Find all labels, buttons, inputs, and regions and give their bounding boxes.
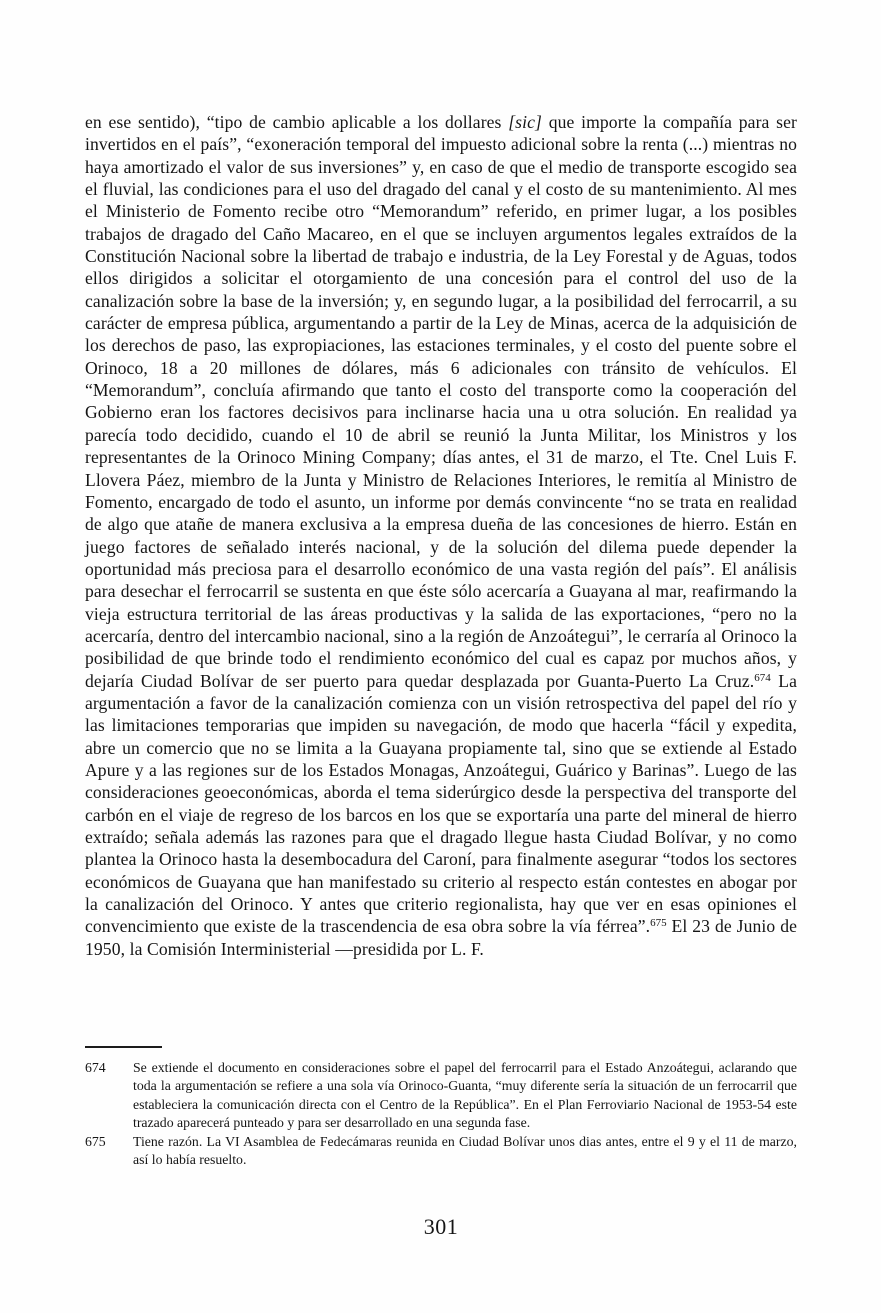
page-number: 301 xyxy=(423,1214,459,1239)
footnote-separator xyxy=(85,1046,162,1048)
footnote-number: 675 xyxy=(85,1133,106,1149)
footnote-number: 674 xyxy=(85,1060,106,1075)
footnotes-section xyxy=(85,1059,797,1170)
body-segment-3: La argumentación a favor de la canalización comienza con un visión retrospectiva del papel del río y las limitaciones temporarias que impiden su navegación, de modo que hacerla “fácil y expedita, abre un comercio que no se limita a la Guayana propiamente tal, sino que se extiende al Estado Apure y a las regiones sur de los Estados Monagas, Anzoátegui, Guárico y Barinas”. Luego de las consideraciones geoeconómicas, aborda el tema siderúrgico desde la perspectiva del transporte del carbón en el viaje de regreso de los barcos en los que se exportaría una parte del mineral de hierro extraído; señala además las razones para que el dragado llegue hasta Ciudad Bolívar, y no como plantea la Orinoco hasta la desembocadura del Caroní, para finalmente asegurar “todos los sectores económicos de Guayana que han manifestado su criterio al respecto están contestes en abogar por la canalización del Orinoco. Y antes que criterio regionalista, hay que ver en esas opiniones el convencimiento que existe de la trascendencia de esa obra sobre la vía férrea”. xyxy=(85,670,797,937)
footnote-ref-675: 675 xyxy=(650,917,667,930)
footnote-text: Tiene razón. La VI Asamblea de Fedecámaras reunida en Ciudad Bolívar unos dias antes, entre el 9 y el 11 de marzo, así lo había resuelto. xyxy=(133,1133,797,1168)
body-segment-4: El 23 de Junio de 1950, la Comisión Interministerial —presidida por L. F. xyxy=(85,916,798,959)
footnote-text: Se extiende el documento en consideraciones sobre el papel del ferrocarril para el Estado Anzoátegui, aclarando que toda la argumentación se refiere a una sola vía Orinoco-Guanta, “muy diferente sería la situación de un ferrocarril que estableciera la comunicación directa con el Centro de la República”. En el Plan Ferroviario Nacional de 1953-54 este trazado aparecerá punteado y para ser desarrollado en una segunda fase. xyxy=(133,1060,797,1131)
body-paragraph xyxy=(85,111,797,960)
body-segment-2: que importe la compañía para ser invertidos en el país”, “exoneración temporal del impuesto adicional sobre la renta (...) mientras no haya amortizado el valor de sus inversiones” y, en caso de que el medio de transporte escogido sea el fluvial, las condiciones para el uso del dragado del canal y el costo de su mantenimiento. Al mes el Ministerio de Fomento recibe otro “Memorandum” referido, en primer lugar, a los posibles trabajos de dragado del Caño Macareo, en el que se incluyen argumentos legales extraídos de la Constitución Nacional sobre la libertad de trabajo e industria, de la Ley Forestal y de Aguas, todos ellos dirigidos a solicitar el otorgamiento de una concesión para el control del uso de la canalización sobre la base de la inversión; y, en segundo lugar, a la posibilidad del ferrocarril, a su carácter de empresa pública, argumentando a partir de la Ley de Minas, acerca de la adquisición de los derechos de paso, las expropiaciones, las estaciones terminales, y el costo del puente sobre el Orinoco, 18 a 20 millones de dólares, más 6 adicionales con tránsito de vehículos. El “Memorandum”, concluía afirmando que tanto el costo del transporte como la cooperación del Gobierno eran los factores decisivos para inclinarse hacia una u otra solución. En realidad ya parecía todo decidido, cuando el 10 de abril se reunió la Junta Militar, los Ministros y los representantes de la Orinoco Mining Company; días antes, el 31 de marzo, el Tte. Cnel Luis F. Llovera Páez, miembro de la Junta y Ministro de Relaciones Interiores, le remitía al Ministro de Fomento, encargado de todo el asunto, un informe por demás convincente “no se trata en realidad de algo que atañe de manera exclusiva a la empresa dueña de las concesiones de hierro. Están en juego factores de señalado interés nacional, y de la solución del dilema puede depender la oportunidad más preciosa para el desarrollo económico de una vasta región del país”. El análisis para desechar el ferrocarril se sustenta en que éste sólo acercaría a Guayana al mar, reafirmando la vieja estructura territorial de las áreas productivas y la salida de las exportaciones, “pero no la acercaría, dentro del intercambio nacional, sino a la región de Anzoátegui”, le cerraría al Orinoco la posibilidad de que brinde todo el rendimiento económico del cual es capaz por muchos años, y dejaría Ciudad Bolívar de ser puerto para quedar desplazada por Guanta-Puerto La Cruz. xyxy=(85,112,797,691)
footnote-674 xyxy=(85,1059,797,1133)
footnote-675 xyxy=(85,1133,797,1170)
body-segment-1: en ese sentido), “tipo de cambio aplicable a los dollares xyxy=(85,112,509,132)
footnote-ref-674: 674 xyxy=(754,671,771,684)
sic-italic: [sic] xyxy=(508,112,542,132)
